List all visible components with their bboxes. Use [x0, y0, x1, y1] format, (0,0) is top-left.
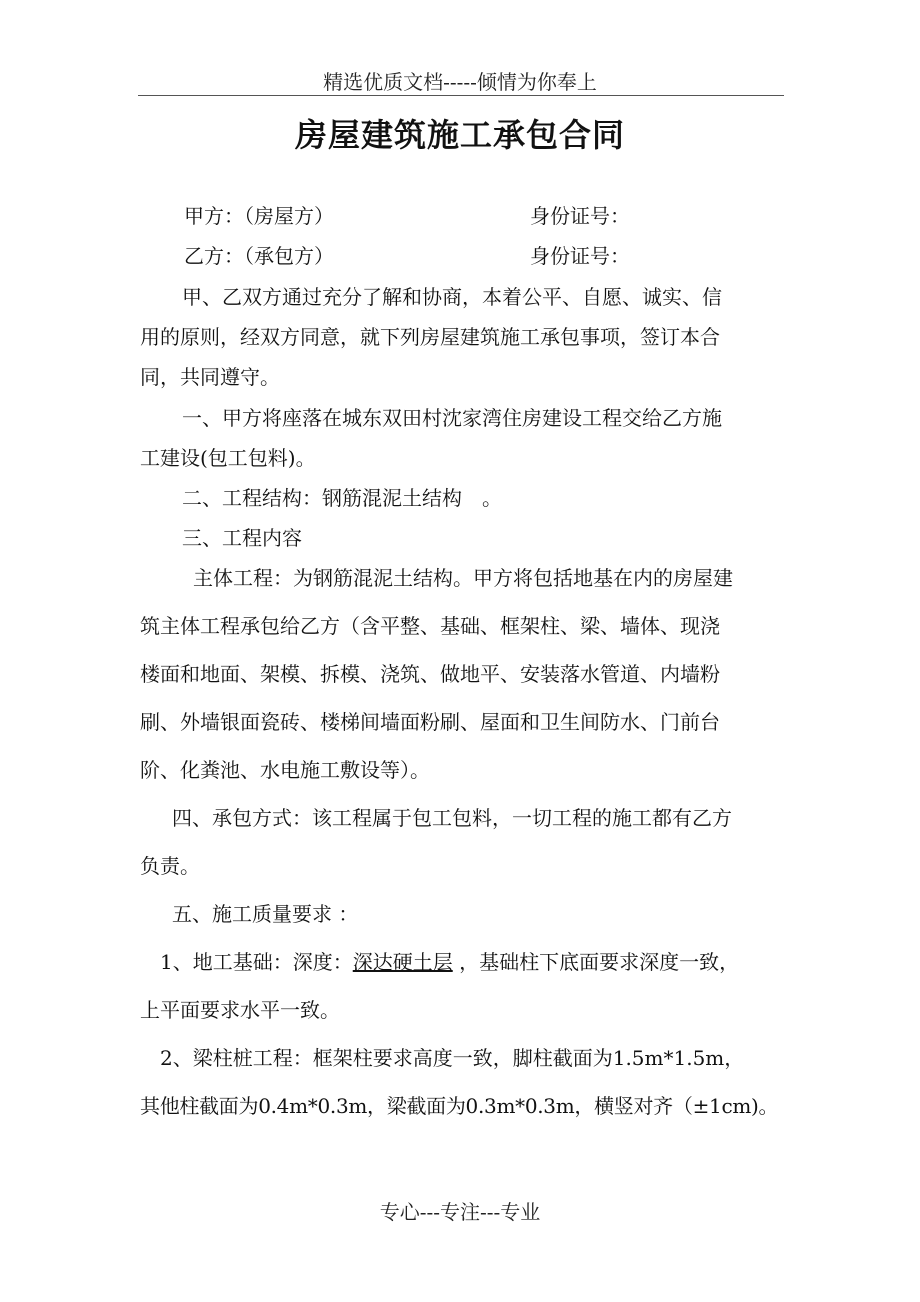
clause-3-line: 阶、化粪池、水电施工敷设等）。	[140, 758, 430, 782]
clause-4-line: 四、承包方式：该工程属于包工包料，一切工程的施工都有乙方	[172, 806, 732, 830]
clause-3-title: 三、工程内容	[182, 526, 302, 550]
document-title: 房屋建筑施工承包合同	[294, 116, 625, 154]
page-footer: 专心---专注---专业	[379, 1200, 541, 1224]
quality-item-2-line: 其他柱截面为0.4m*0.3m，梁截面为0.3m*0.3m，横竖对齐（±1cm)。	[140, 1094, 779, 1118]
party-b-label: 乙方：（承包方）	[184, 244, 334, 268]
clause-1-line: 一、甲方将座落在城东双田村沈家湾住房建设工程交给乙方施	[182, 406, 722, 430]
quality-item-2-line: 2、梁柱桩工程：框架柱要求高度一致，脚柱截面为1.5m*1.5m，	[160, 1046, 745, 1070]
clause-3-line: 主体工程：为钢筋混泥土结构。甲方将包括地基在内的房屋建	[193, 566, 733, 590]
intro-line: 用的原则，经双方同意，就下列房屋建筑施工承包事项，签订本合	[140, 325, 720, 349]
quality-item-1-line2: 上平面要求水平一致。	[140, 998, 340, 1022]
clause-3-line: 筑主体工程承包给乙方（含平整、基础、框架柱、梁、墙体、现浇	[140, 614, 720, 638]
intro-line: 甲、乙双方通过充分了解和协商，本着公平、自愿、诚实、信	[182, 285, 722, 309]
quality-item-1-depth: 深达硬土层	[352, 950, 453, 974]
party-a-label: 甲方：（房屋方）	[184, 204, 334, 228]
quality-item-1	[160, 949, 739, 975]
party-a-id-label: 身份证号：	[530, 204, 630, 228]
clause-4-line: 负责。	[140, 854, 200, 878]
quality-item-1-prefix: 1、地工基础：深度：	[160, 950, 353, 974]
clause-1-line: 工建设(包工包料)。	[140, 446, 316, 470]
clause-3-line: 刷、外墙银面瓷砖、楼梯间墙面粉刷、屋面和卫生间防水、门前台	[140, 710, 720, 734]
party-b-id-label: 身份证号：	[530, 244, 630, 268]
page-header: 精选优质文档-----倾情为你奉上	[323, 70, 597, 94]
header-divider	[138, 95, 784, 96]
intro-line: 同，共同遵守。	[140, 365, 280, 389]
clause-3-line: 楼面和地面、架模、拆模、浇筑、做地平、安装落水管道、内墙粉	[140, 662, 720, 686]
quality-item-1-suffix: ，基础柱下底面要求深度一致，	[452, 950, 740, 974]
clause-5-title: 五、施工质量要求 ：	[172, 902, 359, 926]
clause-2: 二、工程结构：钢筋混泥土结构 。	[182, 486, 502, 510]
